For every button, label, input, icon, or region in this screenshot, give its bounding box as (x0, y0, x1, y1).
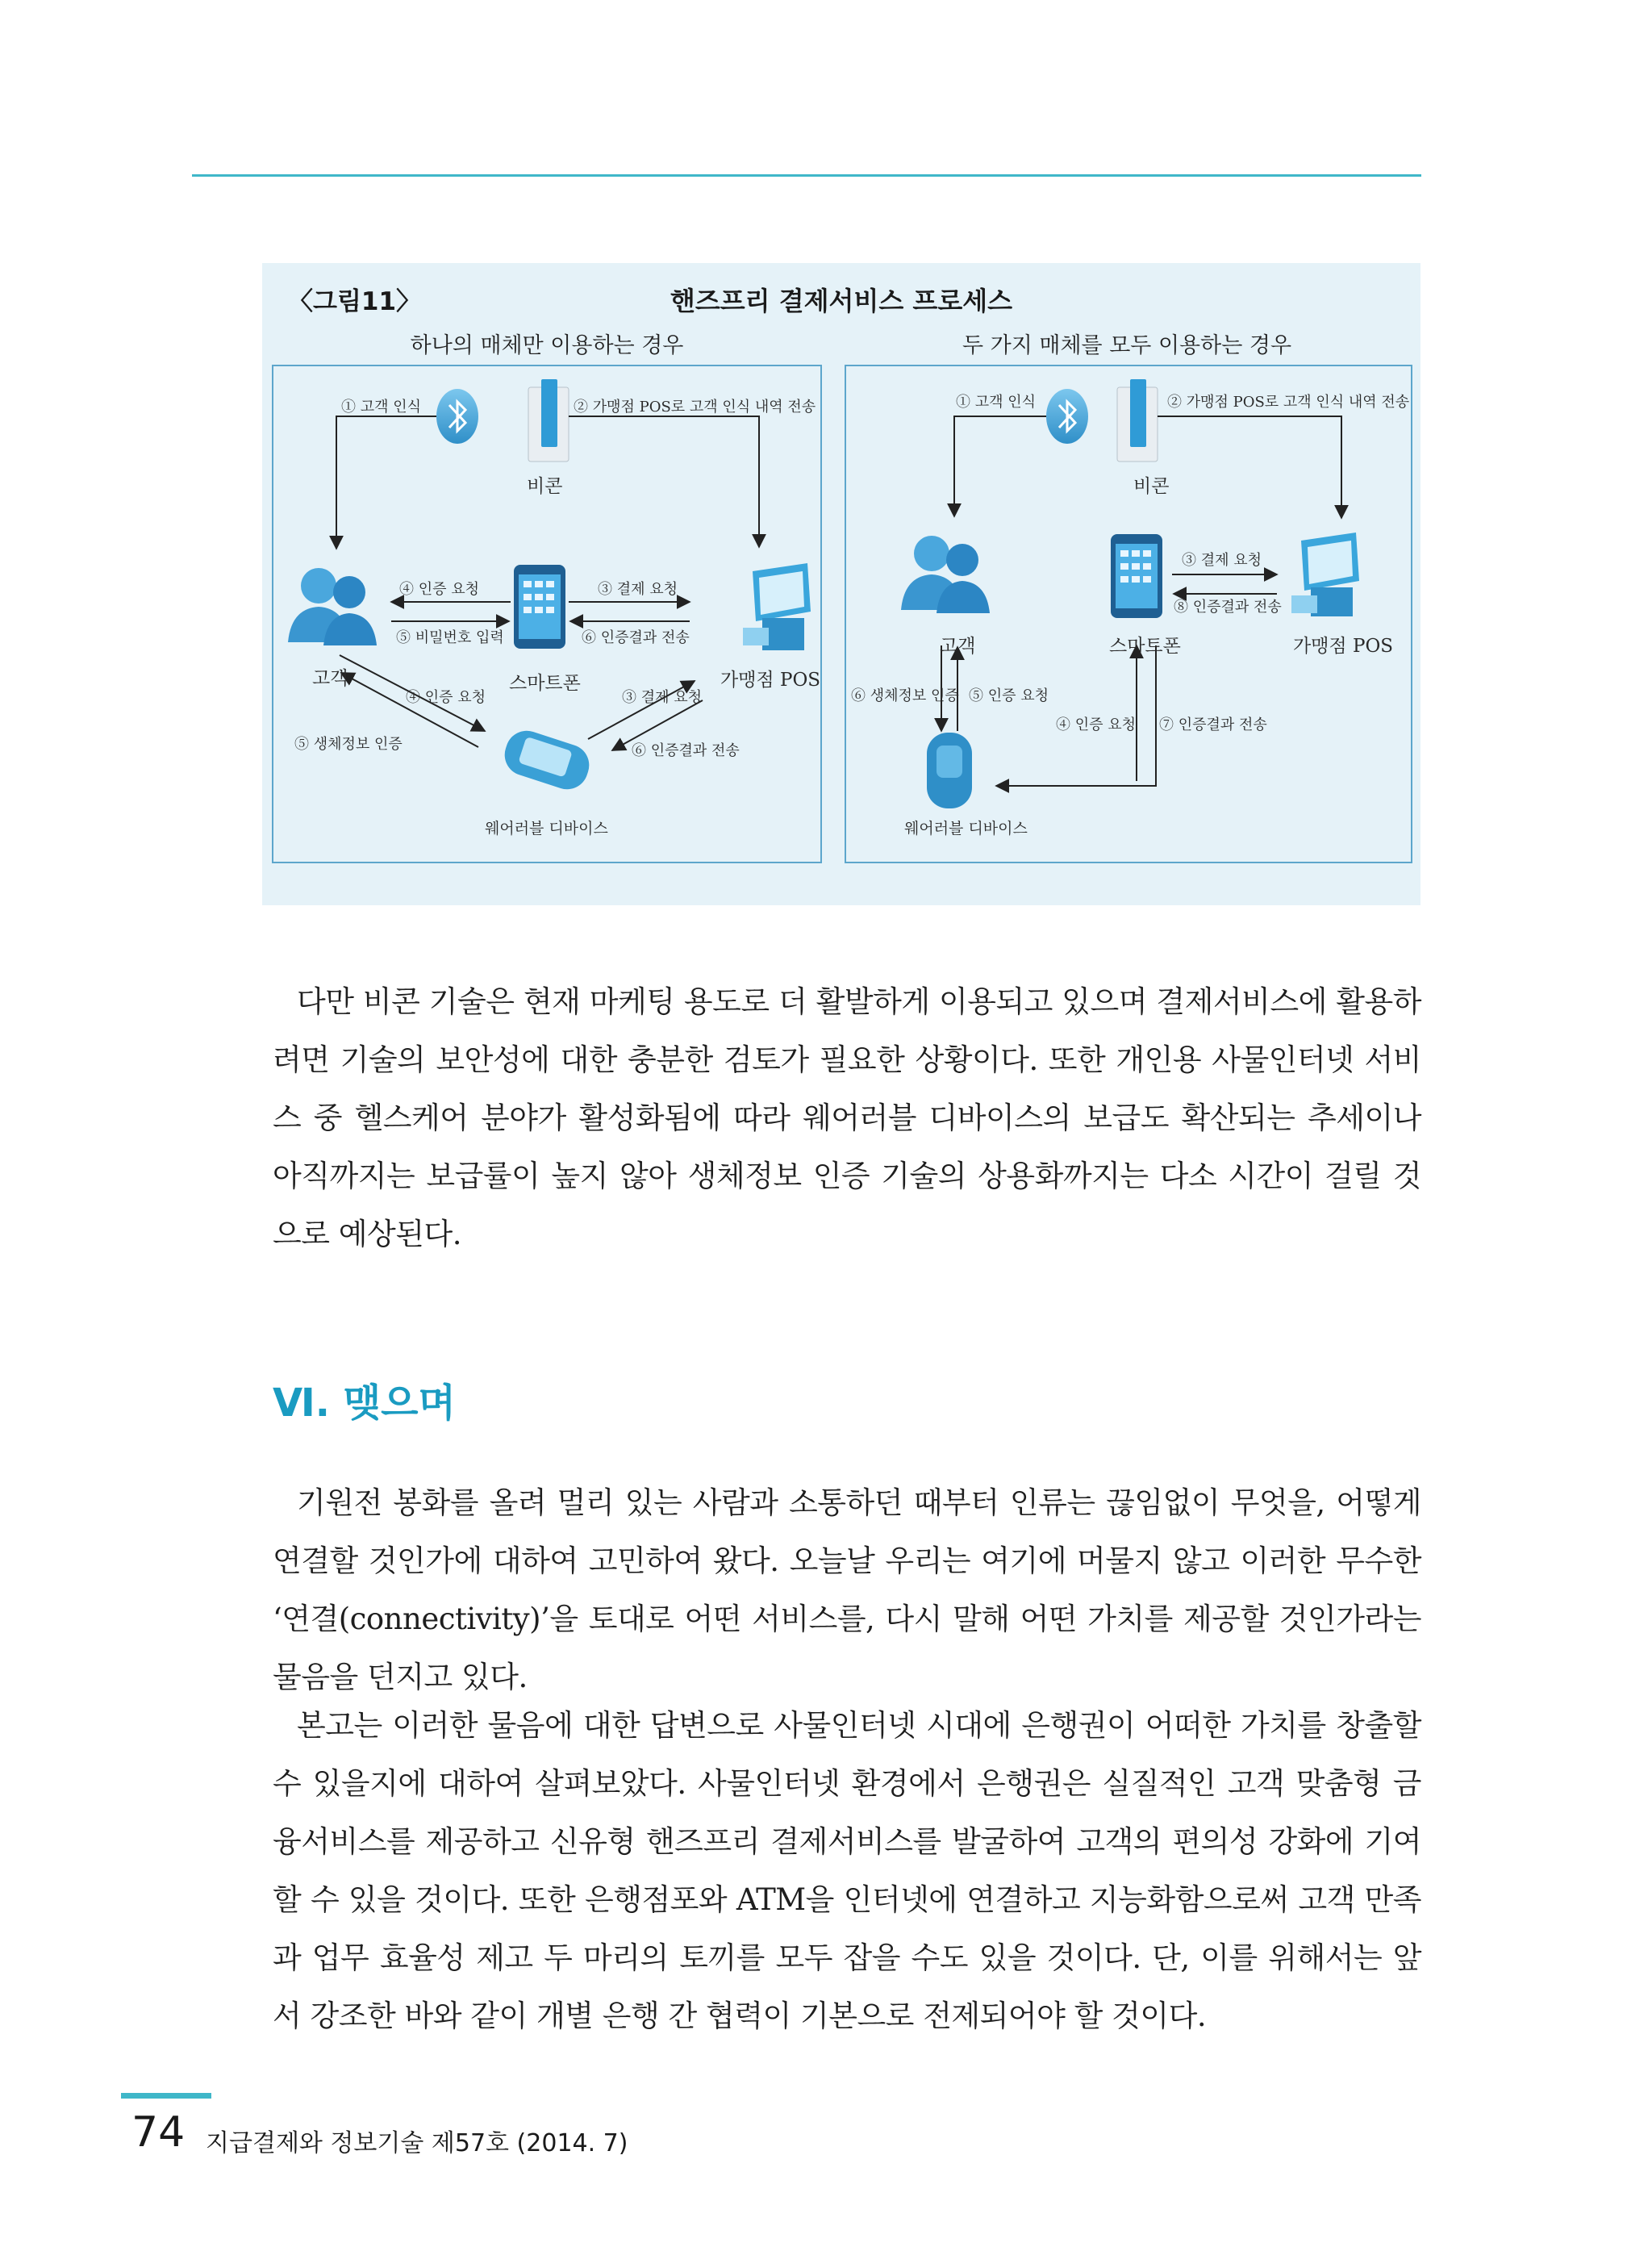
right-step-8: ⑧ 인증결과 전송 (1174, 599, 1282, 616)
right-panel-title: 두 가지 매체를 모두 이용하는 경우 (962, 333, 1292, 358)
right-step-7: ⑦ 인증결과 전송 (1159, 716, 1267, 733)
right-step-6: ⑥ 생체정보 인증 (851, 687, 959, 704)
left-node-customer: 고객 (312, 668, 348, 689)
right-node-wearable: 웨어러블 디바이스 (904, 820, 1028, 837)
left-node-pos: 가맹점 POS (720, 670, 821, 691)
paragraph-connectivity: 기원전 봉화를 올려 멀리 있는 사람과 소통하던 때부터 인류는 끊임없이 무엇을, 어떻게 연결할 것인가에 대하여 고민하여 왔다. 오늘날 우리는 여기에 머물지 않고 이러한 무수한 ‘연결(connectivity)’을 토대로 어떤 서비스를, 다시 말해 어떤 가치를 제공할 것인가라는 물음을 던지고 있다. (273, 1485, 1421, 1694)
figure-label: 〈그림11〉 (288, 287, 422, 316)
left-step-6-wearable-auth-result: ⑥ 인증결과 전송 (632, 742, 740, 759)
right-step-1: ① 고객 인식 (956, 394, 1036, 411)
left-node-beacon: 비콘 (527, 476, 563, 497)
right-step-4: ④ 인증 요청 (1056, 716, 1136, 733)
left-panel-title: 하나의 매체만 이용하는 경우 (410, 333, 684, 358)
left-step-4-wearable-auth-request: ④ 인증 요청 (406, 689, 486, 706)
right-node-smartphone: 스마트폰 (1109, 636, 1181, 657)
header-rule (192, 174, 1421, 177)
left-step-4-auth-request: ④ 인증 요청 (399, 581, 479, 598)
page-number: 74 (131, 2108, 186, 2157)
left-step-2: ② 가맹점 POS로 고객 인식 내역 전송 (574, 399, 816, 416)
figure-title: 핸즈프리 결제서비스 프로세스 (670, 286, 1013, 316)
footer-journal-title: 지급결제와 정보기술 제57호 (2014. 7) (206, 2129, 628, 2157)
left-step-5-password: ⑤ 비밀번호 입력 (396, 629, 504, 646)
paragraph-beacon-wearable: 다만 비콘 기술은 현재 마케팅 용도로 더 활발하게 이용되고 있으며 결제서비스에 활용하려면 기술의 보안성에 대한 충분한 검토가 필요한 상황이다. 또한 개인용 사물인터넷 서비스 중 헬스케어 분야가 활성화됨에 따라 웨어러블 디바이스의 보급도 확산되는 추세이나 아직까지는 보급률이 높지 않아 생체정보 인증 기술의 상용화까지는 다소 시간이 걸릴 것으로 예상된다. (273, 984, 1421, 1251)
left-node-smartphone: 스마트폰 (509, 673, 581, 694)
right-step-5: ⑤ 인증 요청 (969, 687, 1049, 704)
right-node-pos: 가맹점 POS (1293, 636, 1394, 657)
left-node-wearable: 웨어러블 디바이스 (485, 820, 608, 837)
left-step-3-payment-request: ③ 결제 요청 (598, 581, 678, 598)
left-step-6-auth-result: ⑥ 인증결과 전송 (582, 629, 690, 646)
right-step-3: ③ 결제 요청 (1182, 552, 1262, 569)
left-step-3-wearable-payment-request: ③ 결제 요청 (622, 689, 702, 706)
right-node-customer: 고객 (940, 636, 976, 657)
paragraph-conclusion: 본고는 이러한 물음에 대한 답변으로 사물인터넷 시대에 은행권이 어떠한 가치를 창출할 수 있을지에 대하여 살펴보았다. 사물인터넷 환경에서 은행권은 실질적인 고객 맞춤형 금융서비스를 제공하고 신유형 핸즈프리 결제서비스를 발굴하여 고객의 편의성 강화에 기여할 수 있을 것이다. 또한 은행점포와 ATM을 인터넷에 연결하고 지능화함으로써 고객 만족과 업무 효율성 제고 두 마리의 토끼를 모두 잡을 수도 있을 것이다. 단, 이를 위해서는 앞서 강조한 바와 같이 개별 은행 간 협력이 기본으로 전제되어야 할 것이다. (273, 1708, 1421, 2033)
footer-accent-bar (121, 2093, 211, 2099)
left-step-1: ① 고객 인식 (341, 399, 421, 416)
right-panel (845, 365, 1412, 863)
left-panel (272, 365, 822, 863)
figure-hands-free-payment (262, 263, 1420, 905)
section-heading: Ⅵ. 맺으며 (273, 1380, 456, 1426)
left-step-5-biometric: ⑤ 생체정보 인증 (294, 736, 403, 753)
right-node-beacon: 비콘 (1133, 476, 1170, 497)
right-step-2: ② 가맹점 POS로 고객 인식 내역 전송 (1167, 394, 1410, 411)
